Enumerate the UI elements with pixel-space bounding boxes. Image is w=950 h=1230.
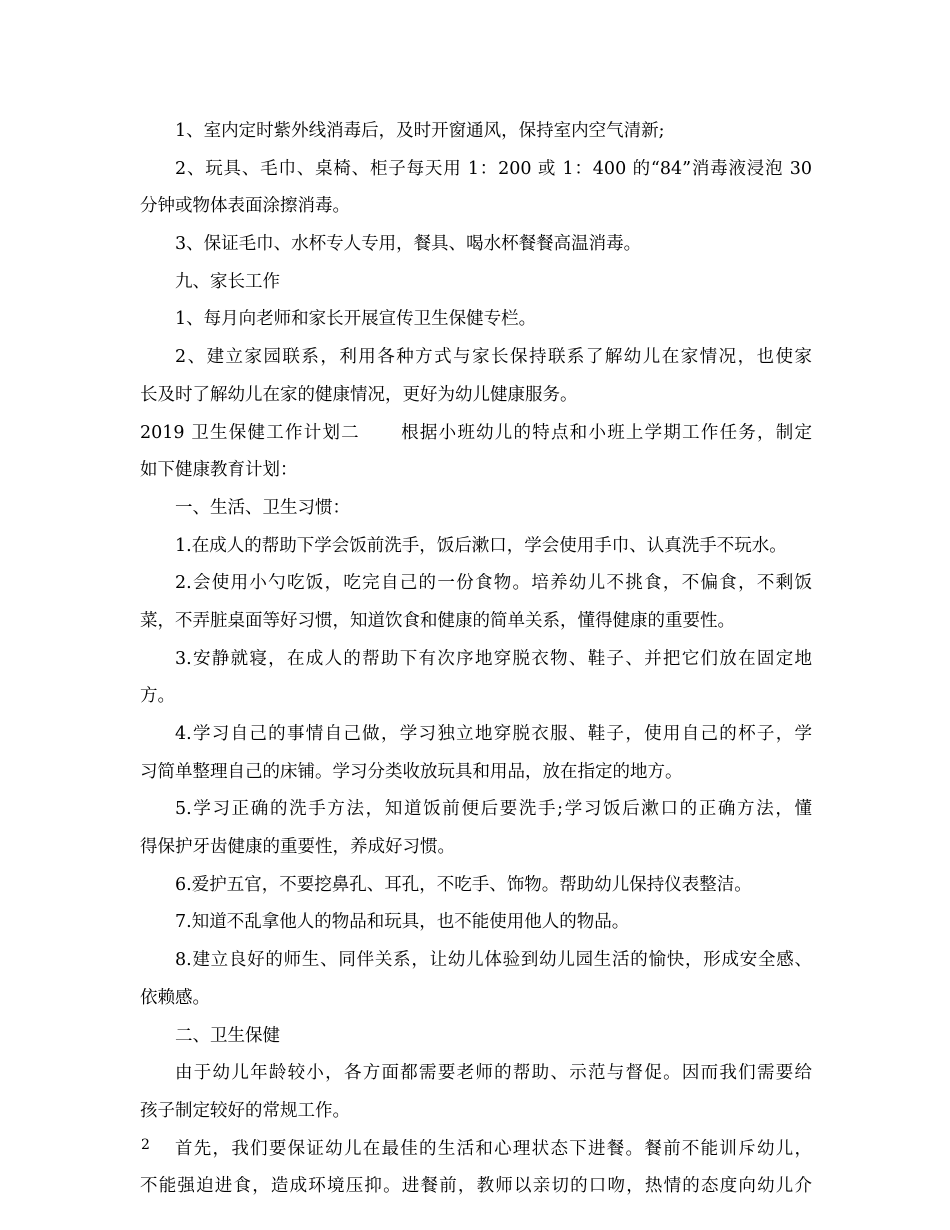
paragraph-line: 如下健康教育计划： — [140, 460, 298, 481]
paragraph-line: 6.爱护五官，不要挖鼻孔、耳孔，不吃手、饰物。帮助幼儿保持仪表整洁。 — [175, 874, 752, 895]
paragraph-line: 2、玩具、毛巾、桌椅、柜子每天用 1：200 或 1：400 的“84”消毒液浸泡 30 — [175, 158, 812, 179]
paragraph-line: 4.学习自己的事情自己做，学习独立地穿脱衣服、鞋子，使用自己的杯子，学 — [175, 724, 812, 744]
paragraph-line: 1.在成人的帮助下学会饭前洗手，饭后漱口，学会使用手巾、认真洗手不玩水。 — [175, 535, 787, 556]
paragraph-line: 3、保证毛巾、水杯专人专用，餐具、喝水杯餐餐高温消毒。 — [175, 234, 642, 255]
paragraph-line: 1、室内定时紫外线消毒后，及时开窗通风，保持室内空气清新; — [175, 121, 665, 141]
paragraph-line: 得保护牙齿健康的重要性，养成好习惯。 — [140, 837, 455, 858]
plan-title: 2019 卫生保健工作计划二 — [140, 422, 360, 443]
paragraph-line: 2.会使用小勺吃饭，吃完自己的一份食物。培养幼儿不挑食，不偏食，不剩饭 — [175, 573, 812, 594]
paragraph-line: 由于幼儿年龄较小，各方面都需要老师的帮助、示范与督促。因而我们需要给 — [175, 1063, 812, 1084]
paragraph-line: 依赖感。 — [140, 987, 210, 1008]
section-heading: 二、卫生保健 — [175, 1025, 280, 1046]
paragraph-line: 1、每月向老师和家长开展宣传卫生保健专栏。 — [175, 309, 537, 330]
paragraph-line: 分钟或物体表面涂擦消毒。 — [140, 196, 350, 217]
paragraph-line: 孩子制定较好的常规工作。 — [140, 1100, 350, 1121]
paragraph-line: 不能强迫进食，造成环境压抑。进餐前，教师以亲切的口吻，热情的态度向幼儿介 — [140, 1176, 812, 1197]
paragraph-line: 2、建立家园联系，利用各种方式与家长保持联系了解幼儿在家情况，也使家 — [175, 347, 812, 368]
document-body — [140, 113, 812, 1206]
paragraph-line: 3.安静就寝，在成人的帮助下有次序地穿脱衣物、鞋子、并把它们放在固定地 — [175, 648, 812, 669]
plan-intro: 根据小班幼儿的特点和小班上学期工作任务，制定 — [399, 422, 813, 443]
paragraph-line: 5.学习正确的洗手方法，知道饭前便后要洗手;学习饭后漱口的正确方法，懂 — [175, 799, 812, 820]
section-heading: 一、生活、卫生习惯： — [175, 497, 350, 518]
paragraph-line: 习简单整理自己的床铺。学习分类收放玩具和用品，放在指定的地方。 — [140, 761, 683, 782]
paragraph-line: 8.建立良好的师生、同伴关系，让幼儿体验到幼儿园生活的愉快，形成安全感、 — [175, 950, 812, 971]
paragraph-line: 首先，我们要保证幼儿在最佳的生活和心理状态下进餐。餐前不能训斥幼儿， — [175, 1138, 812, 1159]
paragraph-line: 长及时了解幼儿在家的健康情况，更好为幼儿健康服务。 — [140, 384, 578, 405]
paragraph-line — [140, 415, 812, 453]
page-number: 2 — [141, 1137, 150, 1153]
section-heading: 九、家长工作 — [175, 271, 280, 292]
paragraph-line: 7.知道不乱拿他人的物品和玩具，也不能使用他人的物品。 — [175, 912, 630, 933]
paragraph-line: 菜，不弄脏桌面等好习惯，知道饮食和健康的简单关系，懂得健康的重要性。 — [140, 610, 735, 631]
paragraph-line: 方。 — [140, 686, 175, 707]
